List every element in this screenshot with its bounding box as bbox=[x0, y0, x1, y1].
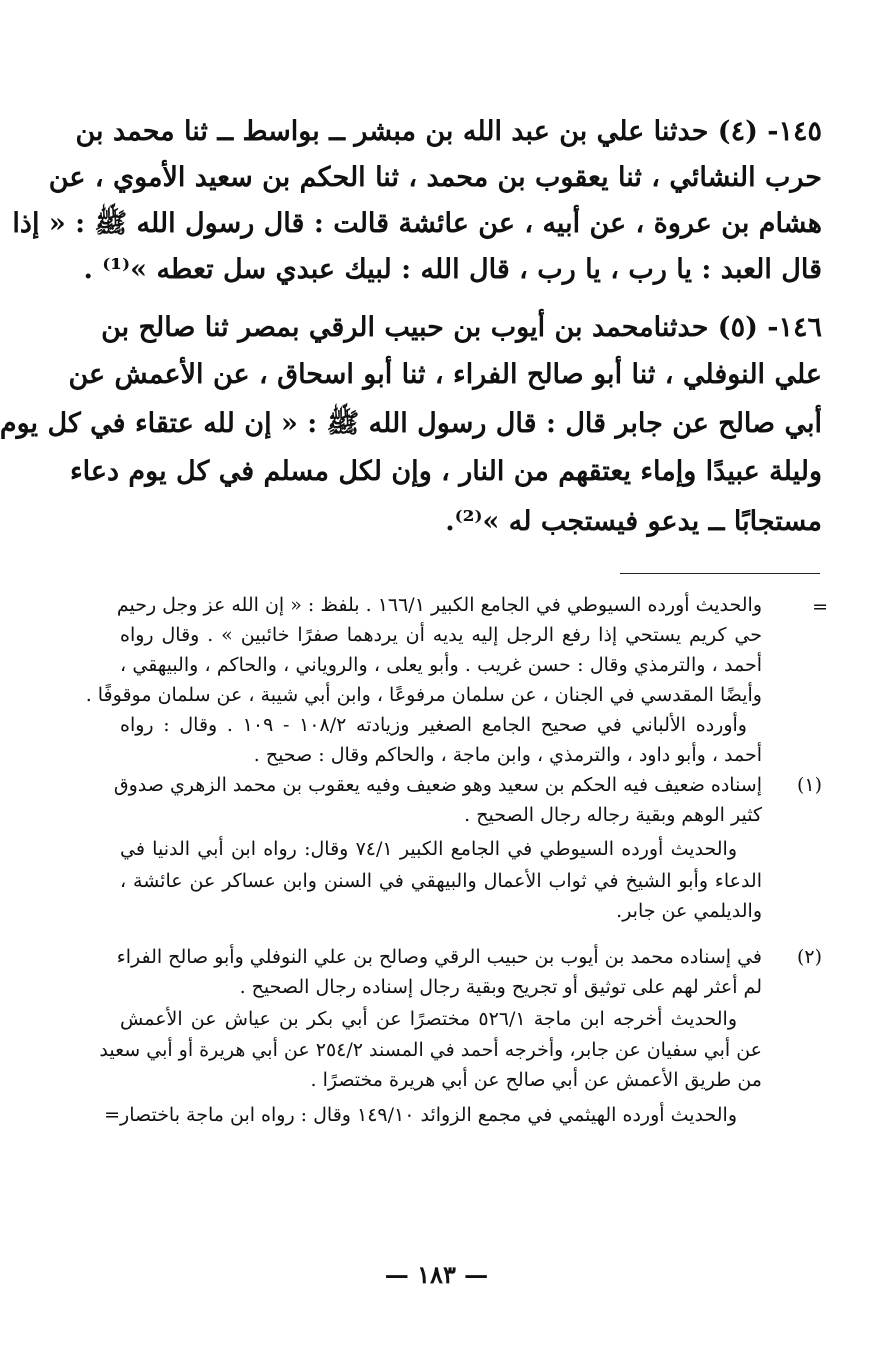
page-number: — ١٨٣ — bbox=[384, 1260, 489, 1289]
footnote-line: الدعاء وأبو الشيخ في ثواب الأعمال والبيهقي في السنن وابن عساكر عن عائشة ، bbox=[120, 870, 762, 892]
text-line: حرب النشائي ، ثنا يعقوب بن محمد ، ثنا الحكم بن سعيد الأموي ، عن bbox=[48, 162, 822, 193]
text-line: ١٤٥- (٤) حدثنا علي بن عبد الله بن مبشر ــ بواسط ــ ثنا محمد بن bbox=[75, 116, 822, 147]
footnote-line: والحديث أورده الهيثمي في مجمع الزوائد ١٤٩/١٠ وقال : رواه ابن ماجة باختصار= bbox=[104, 1104, 737, 1126]
text-line: أبي صالح عن جابر قال : قال رسول الله ﷺ : « إن لله عتقاء في كل يوم bbox=[0, 408, 822, 439]
footnote-line: والحديث أخرجه ابن ماجة ٥٢٦/١ مختصرًا عن أبي بكر بن عياش عن الأعمش bbox=[120, 1008, 737, 1030]
footnote-line: لم أعثر لهم على توثيق أو تجريح وبقية رجال إسناده رجال الصحيح . bbox=[239, 976, 762, 998]
footnote-line: إسناده ضعيف فيه الحكم بن سعيد وهو ضعيف وفيه يعقوب بن محمد الزهري صدوق bbox=[113, 774, 762, 796]
footnote-line: من طريق الأعمش عن أبي صالح عن أبي هريرة مختصرًا . bbox=[310, 1069, 762, 1091]
footnote-separator bbox=[620, 573, 820, 574]
footnote-line: أحمد ، وأبو داود ، والترمذي ، وابن ماجة ، والحاكم وقال : صحيح . bbox=[253, 744, 762, 766]
text-line: مستجابًا ــ يدعو فيستجب له »⁽²⁾. bbox=[445, 506, 822, 537]
continuation-marker: = bbox=[812, 596, 828, 618]
text-line: علي النوفلي ، ثنا أبو صالح الفراء ، ثنا أبو اسحاق ، عن الأعمش عن bbox=[68, 359, 822, 390]
footnote-marker-2: (٢) bbox=[796, 946, 822, 968]
footnote-line: عن أبي سفيان عن جابر، وأخرجه أحمد في المسند ٢٥٤/٢ عن أبي هريرة أو أبي سعيد bbox=[99, 1039, 762, 1061]
text-line: هشام بن عروة ، عن أبيه ، عن عائشة قالت : قال رسول الله ﷺ : « إذا bbox=[12, 208, 822, 239]
footnote-line: كثير الوهم وبقية رجاله رجال الصحيح . bbox=[464, 804, 762, 826]
footnote-line: في إسناده محمد بن أيوب بن حبيب الرقي وصالح بن علي النوفلي وأبو صالح الفراء bbox=[116, 946, 762, 968]
footnote-line: أحمد ، والترمذي وقال : حسن غريب . وأبو يعلى ، والروياني ، والحاكم ، والبيهقي ، bbox=[120, 654, 762, 676]
footnote-line: وأورده الألباني في صحيح الجامع الصغير وزيادته ١٠٨/٢ - ١٠٩ . وقال : رواه bbox=[120, 714, 747, 736]
footnote-line: حي كريم يستحي إذا رفع الرجل إليه يديه أن يردهما صفرًا خائبين » . وقال رواه bbox=[120, 624, 762, 646]
text-line: وليلة عبيدًا وإماء يعتقهم من النار ، وإن لكل مسلم في كل يوم دعاء bbox=[69, 456, 822, 487]
footnote-marker-1: (١) bbox=[796, 774, 822, 796]
footnote-line: وأيضًا المقدسي في الجنان ، عن سلمان مرفوعًا ، وابن أبي شيبة ، عن سلمان موقوفًا . bbox=[85, 684, 762, 706]
footnote-line: والديلمي عن جابر. bbox=[616, 900, 762, 922]
footnote-line: والحديث أورده السيوطي في الجامع الكبير ١٦٦/١ . بلفظ : « إن الله عز وجل رحيم bbox=[116, 594, 762, 616]
text-line: قال العبد : يا رب ، يا رب ، قال الله : لبيك عبدي سل تعطه »⁽¹⁾ . bbox=[83, 254, 822, 285]
text-line: ١٤٦- (٥) حدثنامحمد بن أيوب بن حبيب الرقي بمصر ثنا صالح بن bbox=[101, 312, 822, 343]
footnote-line: والحديث أورده السيوطي في الجامع الكبير ٧٤/١ وقال: رواه ابن أبي الدنيا في bbox=[120, 838, 738, 860]
